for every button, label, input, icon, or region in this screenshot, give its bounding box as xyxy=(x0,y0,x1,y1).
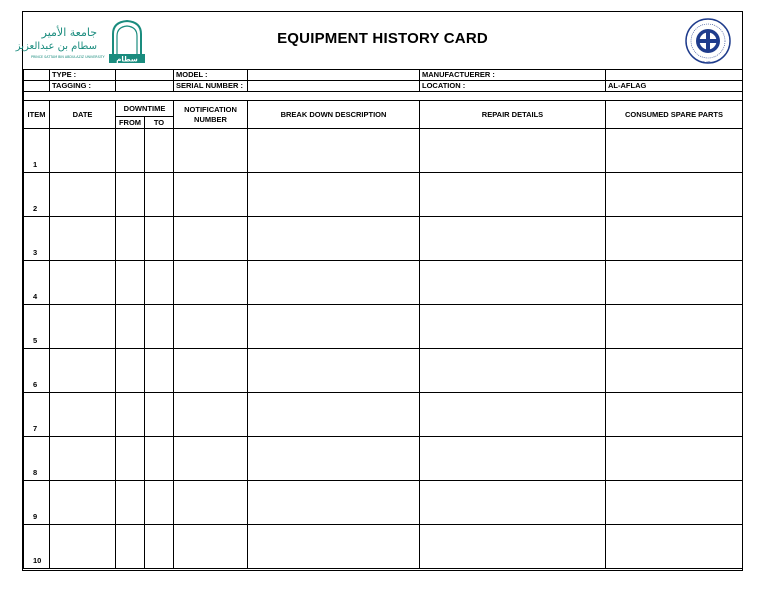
date-cell[interactable] xyxy=(50,129,116,173)
date-cell[interactable] xyxy=(50,525,116,569)
from-cell[interactable] xyxy=(116,525,145,569)
notification-cell[interactable] xyxy=(174,349,248,393)
breakdown-cell[interactable] xyxy=(248,173,420,217)
item-number: 2 xyxy=(24,173,50,217)
notification-cell[interactable] xyxy=(174,525,248,569)
col-from: FROM xyxy=(116,117,145,129)
table-row xyxy=(24,305,743,349)
repair-cell[interactable] xyxy=(420,349,606,393)
col-item: ITEM xyxy=(24,101,50,129)
to-cell[interactable] xyxy=(145,217,174,261)
to-cell[interactable] xyxy=(145,349,174,393)
repair-cell[interactable] xyxy=(420,525,606,569)
table-row xyxy=(24,261,743,305)
spacer-row xyxy=(24,92,743,101)
date-cell[interactable] xyxy=(50,305,116,349)
repair-cell[interactable] xyxy=(420,261,606,305)
repair-cell[interactable] xyxy=(420,393,606,437)
table-row xyxy=(24,349,743,393)
notification-cell[interactable] xyxy=(174,437,248,481)
item-number: 5 xyxy=(24,305,50,349)
from-cell[interactable] xyxy=(116,261,145,305)
from-cell[interactable] xyxy=(116,217,145,261)
col-to: TO xyxy=(145,117,174,129)
item-number: 1 xyxy=(24,129,50,173)
info-row-1 xyxy=(24,70,743,81)
tagging-label: TAGGING : xyxy=(50,81,116,92)
type-value[interactable] xyxy=(116,70,174,81)
breakdown-cell[interactable] xyxy=(248,525,420,569)
svg-text:سطام بن عبدالعزيز: سطام بن عبدالعزيز xyxy=(15,41,97,52)
date-cell[interactable] xyxy=(50,217,116,261)
repair-cell[interactable] xyxy=(420,129,606,173)
breakdown-cell[interactable] xyxy=(248,437,420,481)
column-header-row xyxy=(24,101,743,117)
card-header xyxy=(15,12,742,69)
to-cell[interactable] xyxy=(145,393,174,437)
date-cell[interactable] xyxy=(50,349,116,393)
spare-parts-cell[interactable] xyxy=(606,129,743,173)
col-downtime: DOWNTIME xyxy=(116,101,174,117)
model-value[interactable] xyxy=(248,70,420,81)
from-cell[interactable] xyxy=(116,129,145,173)
manufacturer-label: MANUFACTUERER : xyxy=(420,70,606,81)
breakdown-cell[interactable] xyxy=(248,261,420,305)
spare-parts-cell[interactable] xyxy=(606,217,743,261)
svg-text:سطام: سطام xyxy=(116,55,138,64)
to-cell[interactable] xyxy=(145,525,174,569)
from-cell[interactable] xyxy=(116,173,145,217)
notification-cell[interactable] xyxy=(174,481,248,525)
spare-parts-cell[interactable] xyxy=(606,481,743,525)
from-cell[interactable] xyxy=(116,393,145,437)
breakdown-cell[interactable] xyxy=(248,393,420,437)
info-row-2 xyxy=(24,81,743,92)
item-number: 4 xyxy=(24,261,50,305)
notification-cell[interactable] xyxy=(174,305,248,349)
col-repair: REPAIR DETAILS xyxy=(420,101,606,129)
serial-value[interactable] xyxy=(248,81,420,92)
breakdown-cell[interactable] xyxy=(248,129,420,173)
breakdown-cell[interactable] xyxy=(248,217,420,261)
notification-cell[interactable] xyxy=(174,173,248,217)
item-number: 9 xyxy=(24,481,50,525)
page-title: EQUIPMENT HISTORY CARD xyxy=(277,30,488,47)
breakdown-cell[interactable] xyxy=(248,481,420,525)
svg-text:Al-Aflag: Al-Aflag xyxy=(702,60,714,64)
to-cell[interactable] xyxy=(145,173,174,217)
spare-parts-cell[interactable] xyxy=(606,393,743,437)
spare-parts-cell[interactable] xyxy=(606,173,743,217)
tagging-value[interactable] xyxy=(116,81,174,92)
date-cell[interactable] xyxy=(50,173,116,217)
date-cell[interactable] xyxy=(50,393,116,437)
to-cell[interactable] xyxy=(145,481,174,525)
svg-text:جامعة الأمير: جامعة الأمير xyxy=(41,26,97,39)
table-row xyxy=(24,437,743,481)
item-number: 7 xyxy=(24,393,50,437)
date-cell[interactable] xyxy=(50,437,116,481)
repair-cell[interactable] xyxy=(420,481,606,525)
item-number: 8 xyxy=(24,437,50,481)
spare-parts-cell[interactable] xyxy=(606,305,743,349)
model-label: MODEL : xyxy=(174,70,248,81)
location-label: LOCATION : xyxy=(420,81,606,92)
spare-parts-cell[interactable] xyxy=(606,261,743,305)
serial-label: SERIAL NUMBER : xyxy=(174,81,248,92)
to-cell[interactable] xyxy=(145,129,174,173)
municipality-seal xyxy=(684,17,732,65)
from-cell[interactable] xyxy=(116,349,145,393)
repair-cell[interactable] xyxy=(420,217,606,261)
manufacturer-value[interactable] xyxy=(606,70,743,81)
item-number: 6 xyxy=(24,349,50,393)
to-cell[interactable] xyxy=(145,305,174,349)
type-label: TYPE : xyxy=(50,70,116,81)
from-cell[interactable] xyxy=(116,437,145,481)
repair-cell[interactable] xyxy=(420,305,606,349)
date-cell[interactable] xyxy=(50,261,116,305)
to-cell[interactable] xyxy=(145,437,174,481)
table-row xyxy=(24,129,743,173)
spare-parts-cell[interactable] xyxy=(606,349,743,393)
spare-parts-cell[interactable] xyxy=(606,437,743,481)
location-value: AL-AFLAG xyxy=(606,81,743,92)
notification-cell[interactable] xyxy=(174,217,248,261)
repair-cell[interactable] xyxy=(420,437,606,481)
from-cell[interactable] xyxy=(116,481,145,525)
notification-cell[interactable] xyxy=(174,393,248,437)
notification-cell[interactable] xyxy=(174,261,248,305)
col-notification: NOTIFICATION NUMBER xyxy=(174,101,248,129)
from-cell[interactable] xyxy=(116,305,145,349)
item-rows xyxy=(24,129,743,569)
col-date: DATE xyxy=(50,101,116,129)
to-cell[interactable] xyxy=(145,261,174,305)
breakdown-cell[interactable] xyxy=(248,305,420,349)
spare-parts-cell[interactable] xyxy=(606,525,743,569)
item-number: 10 xyxy=(24,525,50,569)
equipment-history-card xyxy=(15,11,743,571)
table-row xyxy=(24,525,743,569)
col-breakdown: BREAK DOWN DESCRIPTION xyxy=(248,101,420,129)
item-number: 3 xyxy=(24,217,50,261)
notification-cell[interactable] xyxy=(174,129,248,173)
repair-cell[interactable] xyxy=(420,173,606,217)
date-cell[interactable] xyxy=(50,481,116,525)
table-row xyxy=(24,481,743,525)
table-row xyxy=(24,393,743,437)
table-row xyxy=(24,217,743,261)
col-spare-parts: CONSUMED SPARE PARTS xyxy=(606,101,743,129)
history-table xyxy=(23,69,743,569)
svg-text:PRINCE SATTAM BIN ABDULAZIZ UN: PRINCE SATTAM BIN ABDULAZIZ UNIVERSITY xyxy=(31,55,105,59)
table-row xyxy=(24,173,743,217)
breakdown-cell[interactable] xyxy=(248,349,420,393)
